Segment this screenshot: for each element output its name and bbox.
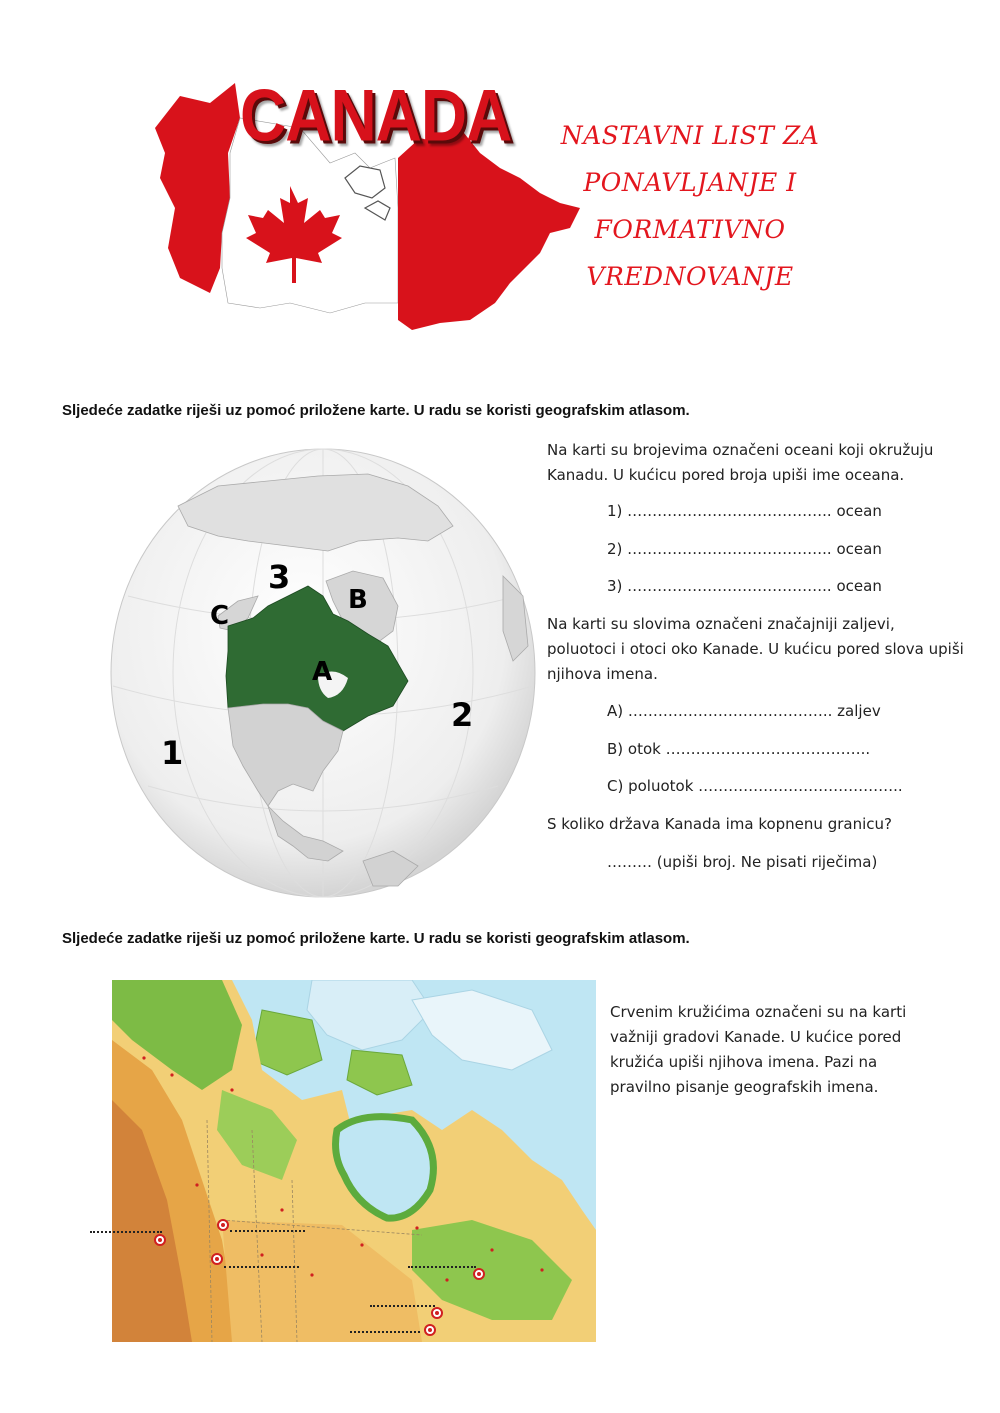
ocean-answer-1[interactable]: 1) ………………………………….. ocean [607, 502, 882, 520]
city-answer-line-5[interactable] [370, 1305, 435, 1307]
city-answer-line-4[interactable] [408, 1266, 476, 1268]
feature-answer-c[interactable]: C) poluotok ………………………………….. [607, 777, 903, 795]
city-answer-line-2[interactable] [230, 1230, 305, 1232]
feature-label-c: C [210, 601, 230, 631]
feature-answer-b[interactable]: B) otok ………………………………….. [607, 740, 871, 758]
features-question: Na karti su slovima označeni značajniji zaljevi, poluotoci i otoci oko Kanade. U kućicu pored slova upiši njihova imena. [547, 615, 964, 683]
section2-instruction: Sljedeće zadatke riješi uz pomoć priložene karte. U radu se koristi geografskim atlasom. [62, 930, 690, 947]
globe-map [108, 446, 538, 901]
city-answer-line-3[interactable] [224, 1266, 299, 1268]
feature-label-a: A [312, 657, 333, 687]
border-question: S koliko država Kanada ima kopnenu granicu? [547, 815, 892, 833]
ocean-label-1: 1 [161, 734, 184, 772]
worksheet-title [540, 112, 840, 300]
canada-logo-word: CANADA [240, 73, 512, 157]
border-answer[interactable]: ……… (upiši broj. Ne pisati riječima) [607, 853, 878, 871]
title-line-4: VREDNOVANJE [586, 262, 794, 291]
ocean-label-3: 3 [268, 558, 291, 596]
title-line-2: PONAVLJANJE I [583, 168, 797, 197]
title-line-3: FORMATIVNO [594, 215, 786, 244]
section1-instruction: Sljedeće zadatke riješi uz pomoć priložene karte. U radu se koristi geografskim atlasom. [62, 402, 690, 419]
feature-label-b: B [348, 585, 368, 615]
physical-map-canada [112, 980, 596, 1342]
ocean-answer-2[interactable]: 2) ………………………………….. ocean [607, 540, 882, 558]
cities-instruction: Crvenim kružićima označeni su na karti važniji gradovi Kanade. U kućice pored kružića upiši njihova imena. Pazi na pravilno pisanje geografskih imena. [610, 1003, 907, 1096]
feature-answer-a[interactable]: A) ………………………………….. zaljev [607, 702, 881, 720]
oceans-question: Na karti su brojevima označeni oceani koji okružuju Kanadu. U kućicu pored broja upiši ime oceana. [547, 441, 934, 484]
title-line-1: NASTAVNI LIST ZA [560, 121, 820, 150]
city-answer-line-1[interactable] [90, 1231, 162, 1233]
ocean-answer-3[interactable]: 3) ………………………………….. ocean [607, 577, 882, 595]
ocean-label-2: 2 [451, 696, 474, 734]
city-answer-line-6[interactable] [350, 1331, 420, 1333]
